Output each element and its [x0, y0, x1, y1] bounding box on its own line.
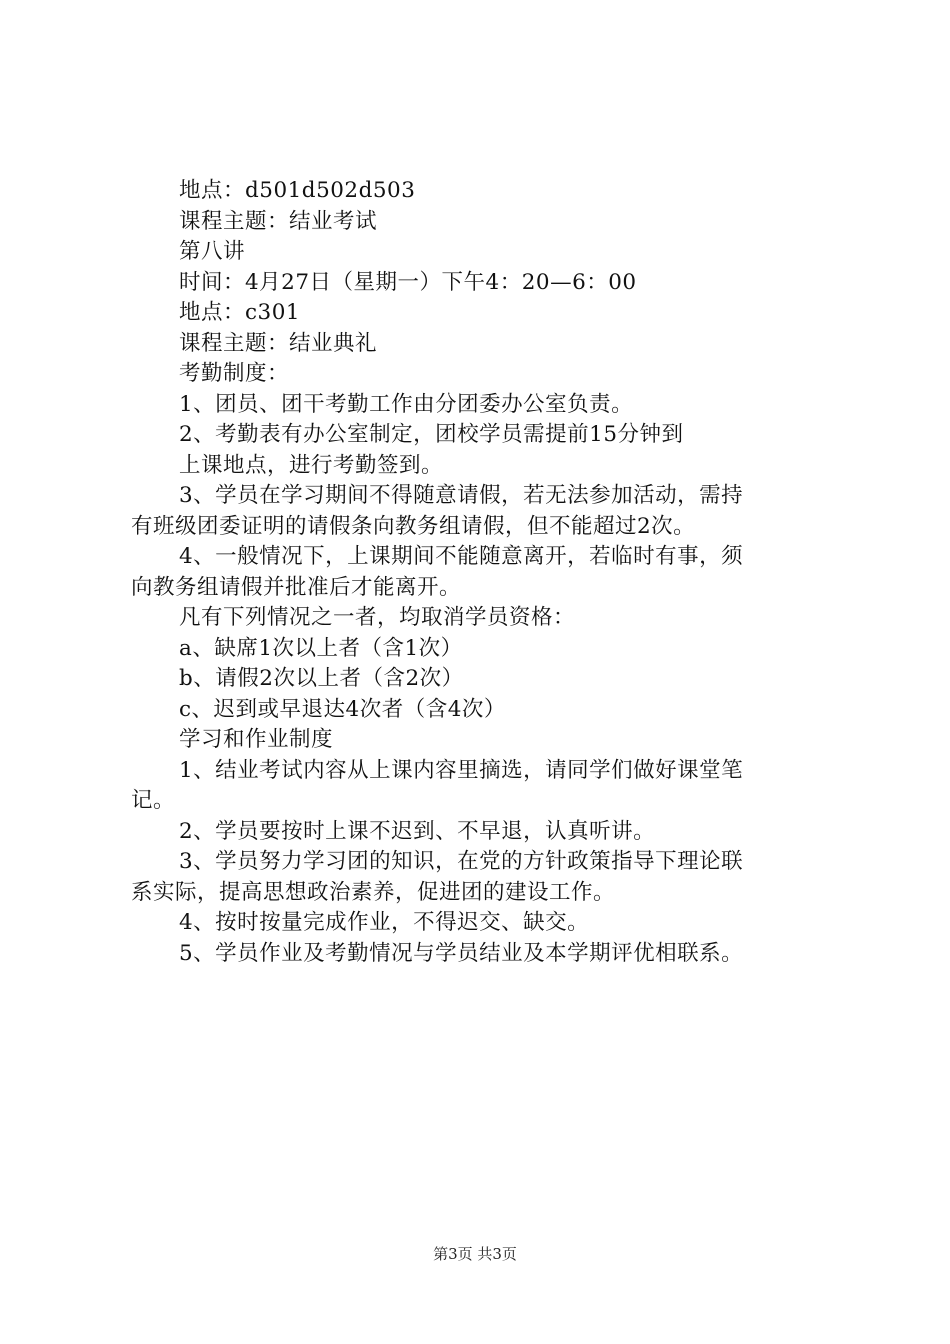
text-line: 系实际，提高思想政治素养，促进团的建设工作。 [131, 879, 616, 905]
text-line: 有班级团委证明的请假条向教务组请假，但不能超过2次。 [131, 513, 696, 539]
section-heading: 学习和作业制度 [179, 727, 334, 752]
document-body [131, 176, 831, 969]
text-line: 5、学员作业及考勤情况与学员结业及本学期评优相联系。 [179, 940, 744, 966]
text-line: 2、考勤表有办公室制定，团校学员需提前15分钟到 [179, 422, 684, 447]
text-line: 课程主题：结业典礼 [179, 330, 378, 356]
text-line: 3、学员努力学习团的知识，在党的方针政策指导下理论联 [179, 849, 744, 874]
text-line: 4、一般情况下，上课期间不能随意离开，若临时有事，须 [179, 544, 744, 569]
text-line: 时间：4月27日（星期一）下午4：20—6：00 [179, 269, 637, 295]
text-line: 向教务组请假并批准后才能离开。 [131, 574, 462, 600]
text-line: a、缺席1次以上者（含1次） [179, 635, 463, 661]
text-line: c、迟到或早退达4次者（含4次） [179, 696, 506, 722]
text-line: 上课地点，进行考勤签到。 [179, 452, 444, 478]
text-line: 4、按时按量完成作业，不得迟交、缺交。 [179, 910, 590, 935]
text-line: 记。 [131, 788, 176, 813]
text-line: 地点：c301 [179, 300, 301, 325]
text-line: 1、结业考试内容从上课内容里摘选，请同学们做好课堂笔 [179, 757, 744, 783]
text-line: 地点：d501d502d503 [179, 178, 416, 203]
text-line: 课程主题：结业考试 [179, 208, 378, 234]
text-line: 1、团员、团干考勤工作由分团委办公室负责。 [179, 391, 634, 417]
page-number-footer: 第3页 共3页 [433, 1245, 517, 1263]
section-heading: 考勤制度： [179, 361, 290, 386]
text-line: b、请假2次以上者（含2次） [179, 666, 464, 691]
text-line: 凡有下列情况之一者，均取消学员资格： [179, 605, 576, 630]
text-line: 第八讲 [179, 239, 246, 264]
text-line: 2、学员要按时上课不迟到、不早退，认真听讲。 [179, 818, 656, 844]
text-line: 3、学员在学习期间不得随意请假，若无法参加活动，需持 [179, 483, 744, 508]
